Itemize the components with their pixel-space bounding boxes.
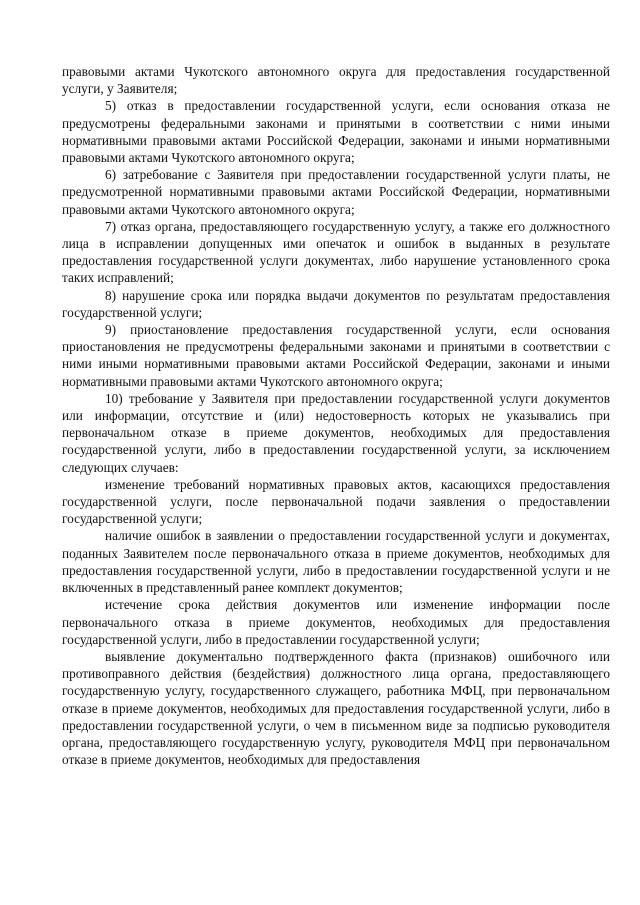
paragraph-item-5: 5) отказ в предоставлении государственной услуги, если основания отказа не предусмотрены федеральными законами и принятыми в соответствии с ними иными нормативными правовыми актами Российской Федерации, законами и иными нормативными правовыми актами Чукотского автономного округа; — [62, 98, 610, 166]
paragraph-exception-1: изменение требований нормативных правовых актов, касающихся предоставления государственной услуги, после первоначальной подачи заявления о предоставлении государственной услуги; — [62, 476, 610, 527]
paragraph-exception-4: выявление документально подтвержденного факта (признаков) ошибочного или противоправного действия (бездействия) должностного лица органа, предоставляющего государственную услугу, государственного служащего, работника МФЦ, при первоначальном отказе в приеме документов, необходимых для предоставления государственной услуги, либо в предоставлении государственной услуги, о чем в письменном виде за подписью руководителя органа, предоставляющего государственную услугу, руководителя МФЦ при первоначальном отказе в приеме документов, необходимых для предоставления — [62, 648, 610, 768]
paragraph-exception-3: истечение срока действия документов или изменение информации после первоначального отказа в приеме документов, необходимых для предоставления государственной услуги, либо в предоставлении государственной услуги; — [62, 597, 610, 647]
document-body — [62, 63, 610, 768]
paragraph-item-9: 9) приостановление предоставления государственной услуги, если основания приостановления не предусмотрены федеральными законами и принятыми в соответствии с ними иными нормативными правовыми актами Российской Федерации, законами и иными нормативными правовыми актами Чукотского автономного округа; — [62, 322, 610, 389]
paragraph-item-7: 7) отказ органа, предоставляющего государственную услугу, а также его должностного лица в исправлении допущенных ими опечаток и ошибок в выданных в результате предоставления государственной услуги документах, либо нарушение установленного срока таких исправлений; — [62, 218, 610, 286]
paragraph-item-6: 6) затребование с Заявителя при предоставлении государственной услуги платы, не предусмотренной нормативными правовыми актами Российской Федерации, нормативными правовыми актами Чукотского автономного округа; — [62, 167, 610, 217]
paragraph-exception-2: наличие ошибок в заявлении о предоставлении государственной услуги и документах, поданных Заявителем после первоначального отказа в приеме документов, необходимых для предоставления государственной услуги, либо в предоставлении государственной услуги и не включенных в представленный ранее комплект документов; — [62, 528, 610, 596]
paragraph-item-10: 10) требование у Заявителя при предоставлении государственной услуги документов или информации, отсутствие и (или) недостоверность которых не указывались при первоначальном отказе в приеме документов, необходимых для предоставления государственной услуги, либо в предоставлении государственной услуги, за исключением следующих случаев: — [62, 390, 610, 475]
paragraph-continuation: правовыми актами Чукотского автономного округа для предоставления государственной услуги, у Заявителя; — [62, 64, 610, 97]
paragraph-item-8: 8) нарушение срока или порядка выдачи документов по результатам предоставления государственной услуги; — [62, 287, 610, 320]
